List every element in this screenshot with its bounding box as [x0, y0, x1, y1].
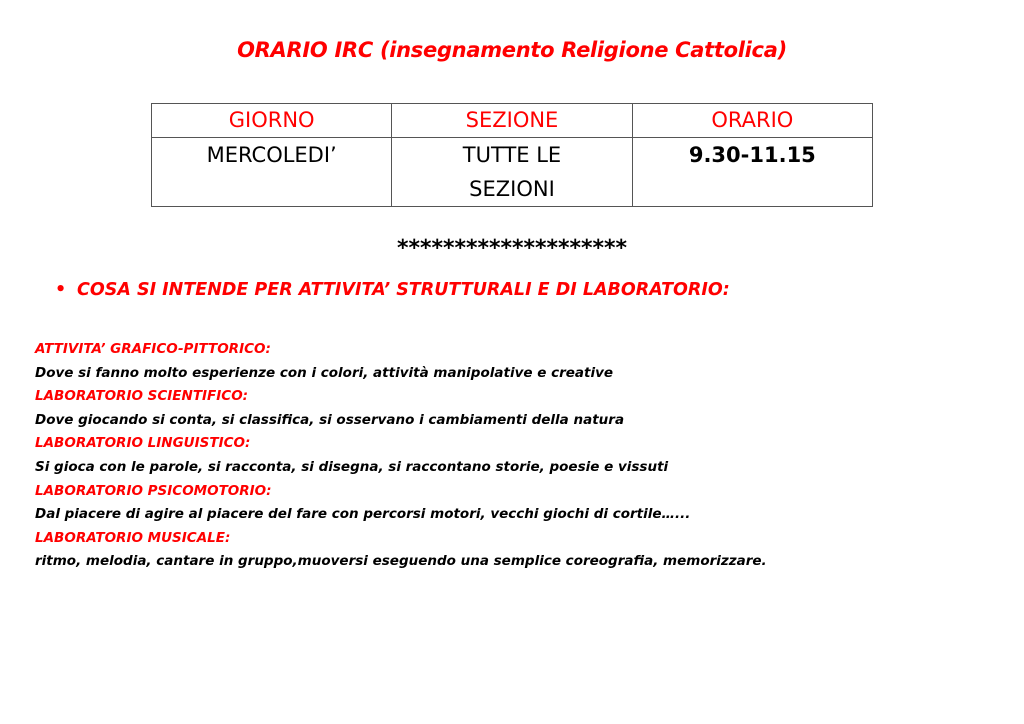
header-orario: ORARIO [632, 104, 872, 138]
list-item [35, 385, 995, 432]
activity-description: Dove si fanno molto esperienze con i colori, attività manipolative e creative [35, 364, 614, 381]
activity-heading: LABORATORIO SCIENTIFICO: [35, 388, 249, 405]
list-item [35, 432, 995, 479]
cell-sezione-line2: SEZIONI [469, 177, 555, 201]
page-title: ORARIO IRC (insegnamento Religione Cattolica) [237, 38, 787, 62]
section-heading [55, 280, 1015, 300]
activity-description: Si gioca con le parole, si racconta, si disegna, si raccontano storie, poesie e vissuti [35, 458, 669, 475]
table-row [152, 138, 873, 207]
activity-description: Dal piacere di agire al piacere del fare con percorsi motori, vecchi giochi di cortile…... [35, 506, 691, 523]
table-header-row [152, 104, 873, 138]
activity-heading: LABORATORIO MUSICALE: [35, 529, 231, 546]
schedule-table [151, 103, 873, 207]
cell-sezione-line1: TUTTE LE [462, 143, 562, 167]
bullet-icon: • [55, 280, 67, 300]
activity-heading: LABORATORIO LINGUISTICO: [35, 435, 251, 452]
activity-description: Dove giocando si conta, si classifica, si osservano i cambiamenti della natura [35, 411, 625, 428]
list-item [35, 480, 995, 527]
list-item [35, 527, 995, 574]
activity-heading: ATTIVITA’ GRAFICO-PITTORICO: [35, 341, 271, 357]
activity-heading: LABORATORIO PSICOMOTORIO: [35, 482, 272, 499]
cell-orario: 9.30-11.15 [632, 138, 872, 207]
separator-stars: ******************** [396, 236, 628, 261]
cell-giorno: MERCOLEDI’ [152, 138, 392, 207]
section-heading-text: COSA SI INTENDE PER ATTIVITA’ STRUTTURALI E DI LABORATORIO: [77, 280, 730, 300]
header-sezione: SEZIONE [392, 104, 632, 138]
activities-list [35, 338, 995, 574]
list-item [35, 338, 995, 385]
activity-description: ritmo, melodia, cantare in gruppo,muoversi eseguendo una semplice coreografia, memorizzare. [35, 553, 767, 570]
cell-sezione [392, 138, 632, 207]
header-giorno: GIORNO [152, 104, 392, 138]
